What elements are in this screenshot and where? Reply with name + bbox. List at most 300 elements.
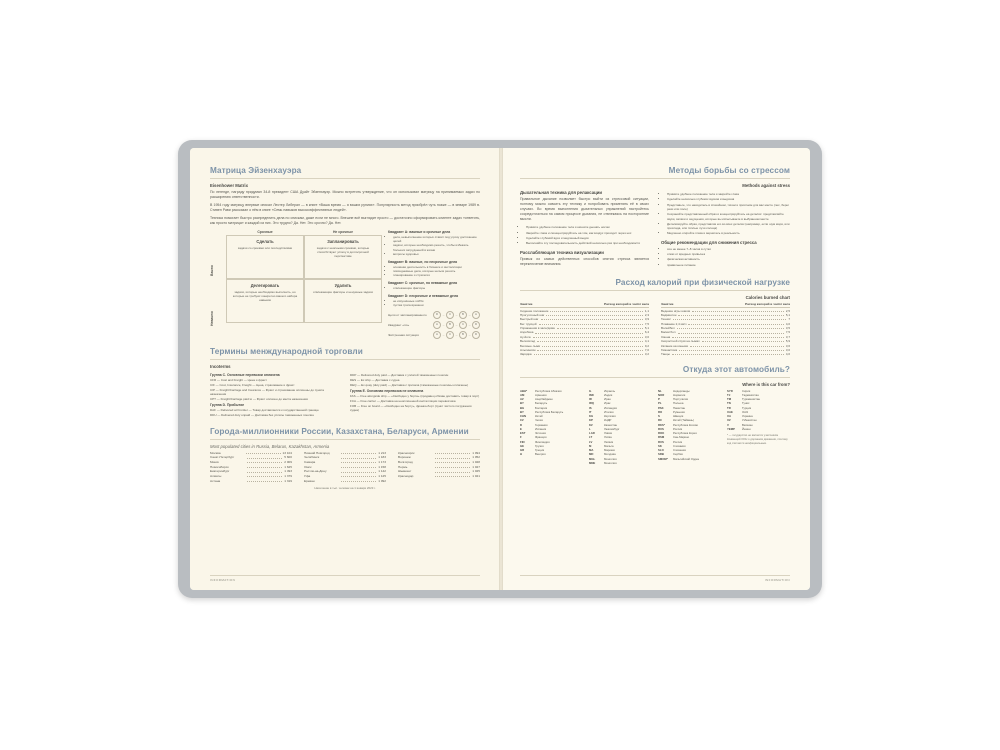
arrow-right-icon: → [442, 322, 445, 327]
country-code: H [520, 452, 523, 457]
country-name: Республика Косово [673, 422, 699, 427]
list-item: • Выполняйте эту последовательность действий несколько раз при необходимости [526, 241, 649, 245]
matrix-cell-title: Запланировать [327, 239, 359, 245]
quadrant-title: Квадрант D: несрочные и неважные дела [388, 293, 458, 298]
city-name: Красноярск [398, 450, 415, 455]
country-code: GR [520, 448, 525, 453]
plates-col-3 [658, 389, 721, 466]
city-population: 1 125 [378, 474, 386, 478]
incoterms-item: FAS — Free alongside ship — «Свободно у борта» (продавец обязан доставить товар в порт) [350, 393, 480, 398]
flow-node: D [472, 321, 480, 329]
country-code: ROK [658, 431, 665, 436]
country-code: UA [727, 414, 732, 419]
table-row [304, 479, 386, 484]
city-name: Омск [304, 464, 312, 469]
incoterms-item: CIP — Freight/Carriage and Insurance — Фрахт и страхование оплачены до пункта назначения [210, 387, 324, 396]
city-population: 13 104 [282, 450, 292, 455]
activity-value: 4,0 [785, 321, 790, 326]
city-name: Волгоград [398, 460, 413, 465]
city-name: Екатеринбург [210, 469, 230, 474]
country-name: Германия [535, 422, 548, 427]
country-code: SK [658, 443, 662, 448]
stress-general-list [661, 247, 790, 267]
list-item: • повседневные дела, которые нельзя решить [393, 269, 480, 273]
list-item: • Сделайте несколько глубоких вдохов и выдохов [667, 197, 790, 201]
activity-value: 6,4 [644, 330, 649, 335]
arrow-right-icon: → [468, 322, 471, 327]
country-code: UZ [727, 418, 731, 423]
table-row [727, 427, 790, 431]
stress-heading-visualization: Расслабляющая техника визуализации [520, 249, 604, 255]
country-name: Литва [604, 435, 612, 440]
country-name: Эстония [535, 431, 546, 436]
eisenhower-paragraph-2: В 1954 году матрицу впервые описал Лестер Либерал — в книге «Ваша время — я ваших рупиях». Популярность метод приобрёл чуть позже — в январе 1989 в. Стивен Рави рассказал о нём в книге «Семь навыков высокоэффективных людей». [210, 203, 480, 213]
stress-heading-general: Общие рекомендации для снижения стресса [661, 239, 757, 245]
stress-visualization-list [661, 192, 790, 236]
city-population: 1 319 [284, 478, 292, 483]
city-name: Краснодар [398, 474, 414, 478]
country-name: Турция [742, 405, 752, 410]
country-name: Ливия [604, 431, 612, 436]
country-code: IT [589, 409, 592, 414]
country-name: Мальта [604, 443, 614, 448]
country-code: LAR [589, 431, 595, 436]
col-header-activity: Занятие [661, 301, 674, 306]
activity-name: Ау-йога [520, 334, 531, 339]
matrix-row-header-not-important: Неважно [210, 311, 214, 327]
city-population: 1 158 [378, 464, 386, 469]
country-code: PL [658, 401, 662, 406]
quadrant-list [388, 286, 480, 290]
table-row [658, 457, 721, 461]
quadrant-list [388, 265, 480, 277]
activity-name: Бадминтон [661, 313, 677, 318]
section-title-cities: Города-миллионники России, Казахстана, Беларуси, Армении [210, 426, 469, 436]
section-title-eisenhower: Матрица Эйзенхауэра [210, 166, 302, 175]
country-name: Беларусь [535, 401, 548, 406]
col-header-calories: Расход калорий в час/кг веса [604, 301, 649, 306]
country-name: Испания [535, 426, 547, 431]
country-name: Словакия [673, 443, 686, 448]
stress-body-breathing: Правильное дыхание позволяет быстро выйти из стрессовой ситуации, поэтому можно освоить эту технику и попробовать применять её в своих случаях. Во время выполнения дыхательных упражнений настройтесь сосредоточиться на самом процессе дыхания, не отвлекаясь на посторонние мысли. [520, 197, 649, 222]
flow-label: Экстренная ситуация [388, 332, 419, 337]
activity-name: Баскетбол [661, 330, 676, 335]
matrix-cell-delete [304, 279, 382, 323]
quadrant-list [388, 299, 480, 307]
city-name: Минск [210, 460, 219, 465]
plates-col-1 [520, 389, 583, 466]
country-code: CZ [520, 418, 524, 423]
list-item: • Детализируйте образ, представляя его во всех деталях (например, если шум моря, или прохлада, или тёплые лучи солнца) [667, 222, 790, 230]
list-item: • физическая активность [667, 257, 790, 261]
flow-node: B [459, 331, 467, 339]
country-code: PAK [658, 405, 664, 410]
country-code: TR [727, 405, 731, 410]
left-page [190, 148, 500, 590]
country-code: BG [520, 405, 525, 410]
country-name: Италия [604, 409, 614, 414]
table-row [589, 461, 652, 465]
country-name: Монголия [604, 460, 617, 465]
list-item: • Закройте глаза и сконцентрируйтесь на том, как воздух проходит через нос [526, 231, 649, 235]
country-code: TN [727, 401, 731, 406]
table-row [661, 352, 790, 356]
matrix-cell-do [226, 235, 304, 279]
cities-col-1 [210, 451, 292, 483]
activity-value: 3,0 [785, 347, 790, 352]
stress-body-visualization: Привык из самых действенных способов снятия стресса является переключение внимания. [520, 256, 649, 266]
quadrant-b [388, 260, 480, 277]
country-code: NL [658, 388, 662, 393]
incoterms-group-title: Группа E. Основная перевозка не оплачена [350, 388, 424, 393]
country-code: NOR [658, 392, 665, 397]
matrix-row-header-important: Важно [210, 265, 214, 277]
activity-name: Ведение игры шагом [661, 308, 691, 313]
country-code: RO [658, 409, 663, 414]
activity-value: 5,1 [644, 326, 649, 331]
activity-value: 7,5 [785, 330, 790, 335]
list-item: • отвлекающие факторы [393, 286, 480, 290]
activity-value: 3,5 [785, 326, 790, 331]
country-code: BY [520, 409, 524, 414]
list-item: • планирование и стратегия [393, 273, 480, 277]
cities-note: Население в тыс. человек на 1 января 2023 г. [314, 486, 376, 491]
section-title-calories: Расход калорий при физической нагрузке [615, 277, 790, 287]
incoterms-col-left [210, 371, 340, 418]
country-name: Таджикистан [742, 392, 759, 397]
flow-chain [433, 321, 480, 329]
country-name: Сирия [742, 388, 751, 393]
page-footer-right: INFORMATION [520, 575, 790, 582]
flow-node: C [446, 311, 454, 319]
country-name: Узбекистан [742, 418, 757, 423]
city-population: 1 213 [378, 450, 386, 455]
country-code: UAE [727, 409, 733, 414]
divider [520, 178, 790, 179]
activity-value: 7,5 [644, 321, 649, 326]
cities-col-2 [304, 451, 386, 483]
arrow-right-icon: → [442, 312, 445, 317]
country-code: ABH* [520, 388, 528, 393]
activity-name: Велосипед [520, 339, 536, 344]
country-code: S [658, 414, 660, 419]
country-code: EST [520, 431, 526, 436]
calories-col-1 [520, 302, 649, 357]
arrow-right-icon: → [455, 322, 458, 327]
city-name: Нижний Новгород [304, 450, 330, 455]
flow-row [388, 321, 480, 329]
arrow-right-icon: → [455, 312, 458, 317]
activity-name: Плавание 2,4 км/ч [661, 321, 687, 326]
country-code: SMOM* [658, 456, 668, 461]
stress-col-right [661, 190, 790, 270]
incoterms-group-title: Группа C. Основные перевозки оплачена [210, 372, 280, 377]
matrix-cell-desc: отвлекающие факторы и ненужные задачи [313, 290, 373, 295]
country-name: Сан-Марино [673, 435, 690, 440]
divider [210, 439, 480, 440]
list-item: • Представьте, что находитесь в спокойном, тихом и приятном для вас месте (лес, берег реки или поле) [667, 203, 790, 211]
divider [210, 359, 480, 360]
section-subtitle-cities: Most populated cities in Russia, Belarus, Kazakhstan, Armenia [210, 443, 330, 449]
country-code: IND [589, 392, 594, 397]
arrow-right-icon: → [442, 332, 445, 337]
country-name: Нидерланды [673, 388, 690, 393]
country-name: Монголия [604, 456, 617, 461]
incoterms-item: DES — Ex ship — Доставка с судна [350, 377, 400, 382]
country-name: Франция [535, 435, 547, 440]
flow-node: B [459, 311, 467, 319]
table-row [210, 479, 292, 484]
country-name: Греция [535, 448, 545, 453]
country-name: Португалия [673, 397, 688, 402]
divider [520, 290, 790, 291]
activity-name: Волейбол [661, 326, 675, 331]
country-code: AM [520, 392, 525, 397]
country-code: RC [658, 418, 663, 423]
country-name: Швеция [673, 414, 684, 419]
matrix-cell-desc: задачи с неясными сроками, которые способствуют успеху в долгосрочной перспективе [316, 246, 370, 259]
flow-node: C [446, 331, 454, 339]
country-name: КНДР [604, 418, 612, 423]
activity-value: 5,1 [785, 313, 790, 318]
country-name: Республика Беларусь [535, 409, 564, 414]
incoterms-group-title: Группа D. Прибытие [210, 403, 245, 408]
activity-value: 5,9 [785, 339, 790, 344]
plates-col-4 [727, 389, 790, 466]
flow-node: A [433, 331, 441, 339]
table-row [520, 452, 583, 456]
quadrant-list [388, 235, 480, 255]
incoterms-item: DDP — Delivered duty paid — Доставка с уплатой таможенных пошлин [350, 372, 449, 377]
activity-name: Теннис [661, 317, 671, 322]
incoterms-item: CPT — Freight/Carriage paid to — Фрахт оплачен до места назначения [210, 396, 308, 401]
country-code: LT [589, 435, 593, 440]
table-row [398, 474, 480, 479]
country-code: RKS* [658, 422, 665, 427]
activity-value: 7,0 [644, 347, 649, 352]
matrix-col-headers [226, 230, 382, 234]
stress-breathing-list [520, 225, 649, 245]
country-name: Польша [673, 401, 684, 406]
country-name: Грузия [535, 443, 544, 448]
matrix-row-headers [210, 230, 226, 339]
stress-col-left [520, 190, 649, 270]
city-name: Шымкент [398, 469, 412, 474]
plates-table [520, 389, 790, 466]
country-code: SYR [727, 388, 733, 393]
country-code: RSM [658, 435, 665, 440]
activity-value: 2,5 [785, 308, 790, 313]
activity-name: Зарядка [520, 352, 532, 357]
col-header-activity: Занятие [520, 301, 533, 306]
city-population: 1 173 [378, 460, 386, 465]
country-name: Словения [673, 448, 686, 453]
activity-value: 3,7 [785, 334, 790, 339]
country-name: Финляндия [535, 439, 550, 444]
calories-table [520, 302, 790, 357]
cities-col-3 [398, 451, 480, 483]
city-name: Ростов-на-Дону [304, 469, 327, 474]
city-population: 2 009 [284, 460, 292, 465]
country-name: Иран [604, 397, 611, 402]
calories-col-2 [661, 302, 790, 357]
country-code: MGL [589, 456, 596, 461]
list-item: • Медленно откройте глаза и вернитесь в реальность [667, 231, 790, 235]
country-name: Китай [535, 414, 543, 419]
incoterms-item: FCA — Free carrier — Доставка на неоплаченной инсталляции перевозчика [350, 398, 456, 403]
country-name: Пакистан [673, 405, 686, 410]
city-population: 1 027 [472, 464, 480, 469]
stress-heading-breathing: Дыхательная техника для релаксации [520, 190, 603, 195]
matrix-cell-title: Сделать [256, 239, 274, 245]
quadrant-title: Квадрант C: срочные, но неважные дела [388, 280, 458, 285]
arrow-right-icon: → [468, 312, 471, 317]
country-name: Ирак [604, 401, 611, 406]
flow-chain [433, 331, 480, 339]
incoterms-item: DDU — Delivered duty unpaid — Доставка без уплаты таможенных пошлин [210, 412, 314, 417]
country-name: Латвия [604, 439, 614, 444]
list-item: • не искушённые хобби [393, 299, 480, 303]
list-item: • пустая трата времени [393, 303, 480, 307]
country-code: TJ [727, 392, 731, 397]
table-header-row [520, 302, 649, 308]
list-item: • сон не менее 7–8 часов в сутки [667, 247, 790, 251]
list-item: • дела, невыполнение которых ставит под угрозу достижение целей [393, 235, 480, 243]
country-name: Азербайджан [535, 397, 553, 402]
country-name: Чехия [535, 418, 543, 423]
quadrant-title: Квадрант B: важные, но несрочные дела [388, 259, 458, 264]
activity-name: Катание на коньках [661, 343, 689, 348]
divider [520, 377, 790, 378]
quadrant-a [388, 230, 480, 255]
country-code: IRQ [589, 401, 594, 406]
country-name: Израиль [604, 388, 616, 393]
city-population: 1 493 [284, 469, 292, 474]
country-code: IR [589, 397, 592, 402]
incoterms-item: DEQ — Ex quay (duty paid) — Доставка с причала (таможенные пошлины оплачены) [350, 382, 468, 387]
flow-node: D [472, 331, 480, 339]
country-name: Республика Корея [673, 431, 697, 436]
country-name: Люксембург [604, 426, 620, 431]
activity-value: 4,0 [785, 352, 790, 357]
city-name: Алматы [210, 474, 222, 478]
activity-name: Альпинизм [520, 347, 536, 352]
incoterms-columns [210, 371, 480, 418]
country-name: Румыния [673, 409, 685, 414]
country-name: Китай (Тайвань) [673, 418, 694, 423]
country-code: FIN [520, 439, 525, 444]
activity-value: 3,9 [644, 317, 649, 322]
flow-row [388, 331, 480, 339]
country-code: L [589, 426, 591, 431]
country-name: ОАЭ [742, 409, 748, 414]
activity-value: 4,1 [644, 339, 649, 344]
city-population: 1 094 [472, 450, 480, 455]
country-code: KZ [589, 422, 593, 427]
matrix-cell-desc: задачи, которые необходимо выполнить, но которые не требуют конкретно вашего набора навыков [232, 290, 298, 303]
city-name: Челябинск [304, 455, 320, 460]
country-code: RUS [658, 426, 664, 431]
plates-col-2 [589, 389, 652, 466]
city-name: Уфа [304, 474, 311, 478]
section-title-incoterms: Термины менждународной торговли [210, 346, 363, 356]
matrix-grid [226, 235, 382, 323]
cities-table [210, 451, 480, 483]
matrix-cell-schedule [304, 235, 382, 279]
matrix-cell-title: Удалить [334, 283, 352, 289]
arrow-right-icon: → [468, 332, 471, 337]
quadrant-d [388, 294, 480, 307]
country-name: Индия [604, 392, 613, 397]
country-code: LV [589, 439, 593, 444]
activity-value: 2,3 [644, 313, 649, 318]
city-population: 1 183 [378, 455, 386, 460]
city-name: Воронеж [398, 455, 411, 460]
incoterms-item: DAF — Delivered at Frontier — Товар доставляется к государственной границе [210, 408, 319, 413]
matrix-col-header-not-urgent: Не срочные [332, 230, 354, 235]
city-population: 1 142 [378, 469, 386, 474]
country-code: IS [589, 405, 592, 410]
page-footer-left: INFORMATION [210, 575, 480, 582]
country-name: Йемен [742, 426, 751, 431]
list-item: • правильное питание [667, 263, 790, 267]
country-code: D [520, 422, 523, 427]
section-subtitle-incoterms: Incoterms [210, 363, 231, 369]
activity-name: Прогулочный шаг [520, 313, 545, 318]
incoterms-item: CFR — Cost and Freight — Цена и фрахт [210, 377, 267, 382]
activity-name: Скоростной спуск на лыжах [661, 339, 700, 344]
quadrant-c [388, 281, 480, 290]
matrix-grid-wrap [226, 230, 382, 339]
city-population: 1 028 [472, 460, 480, 465]
activity-name: Бег трусцой [520, 321, 537, 326]
matrix-cell-delegate [226, 279, 304, 323]
matrix-cell-desc: задачи со сроками или последствиями [237, 246, 293, 251]
section-subtitle-eisenhower: Eisenhower Matrix [210, 183, 248, 188]
city-population: 1 052 [472, 455, 480, 460]
country-name: Мальтийский Орден [673, 456, 700, 461]
flow-node: A [433, 321, 441, 329]
activity-name: Быстрый шаг [520, 317, 539, 322]
list-item: • Примите удобное положение тела и закройте глаза [667, 192, 790, 196]
flow-label: Цели от запланированного [388, 312, 427, 317]
table-row [520, 352, 649, 356]
country-name: Венгрия [535, 452, 546, 457]
country-name: Туркменистан [742, 397, 761, 402]
country-name: Республика Абхазия [535, 388, 562, 393]
country-code: F [520, 435, 522, 440]
list-item: • отказ от вредных привычек [667, 252, 790, 256]
country-code: BY [520, 401, 524, 406]
city-name: Пермь [398, 464, 408, 469]
country-code: M [589, 443, 592, 448]
city-population: 1 379 [284, 474, 292, 478]
section-title-stress: Методы борьбы со стрессом [668, 166, 790, 175]
country-code: SRB [658, 452, 664, 457]
country-code: P [658, 397, 660, 402]
city-name: Самара [304, 460, 316, 465]
list-item: • Примите удобное положение тела и начните дышать носом [526, 225, 649, 229]
country-code: KP [589, 418, 593, 423]
country-code: TM [727, 397, 732, 402]
list-item: • Сохраняйте представленный образ и концентрируйтесь на деталях: представляйте звуки, запахи и ощущения, которые вы испытываете в выбранном месте [667, 212, 790, 220]
list-item: • Сделайте глубокий вдох и медленный выдох [526, 236, 649, 240]
list-item: • задачи, которые необходимо решить, чтобы избежать больших затруднений в жизни [393, 243, 480, 251]
activity-value: 7 [788, 317, 790, 322]
flow-node: D [433, 311, 441, 319]
country-code: GE [520, 443, 525, 448]
incoterms-item: FOB — Free on board — «Свободно на борту», франко-борт (пункт чистого погружения судна) [350, 403, 472, 412]
